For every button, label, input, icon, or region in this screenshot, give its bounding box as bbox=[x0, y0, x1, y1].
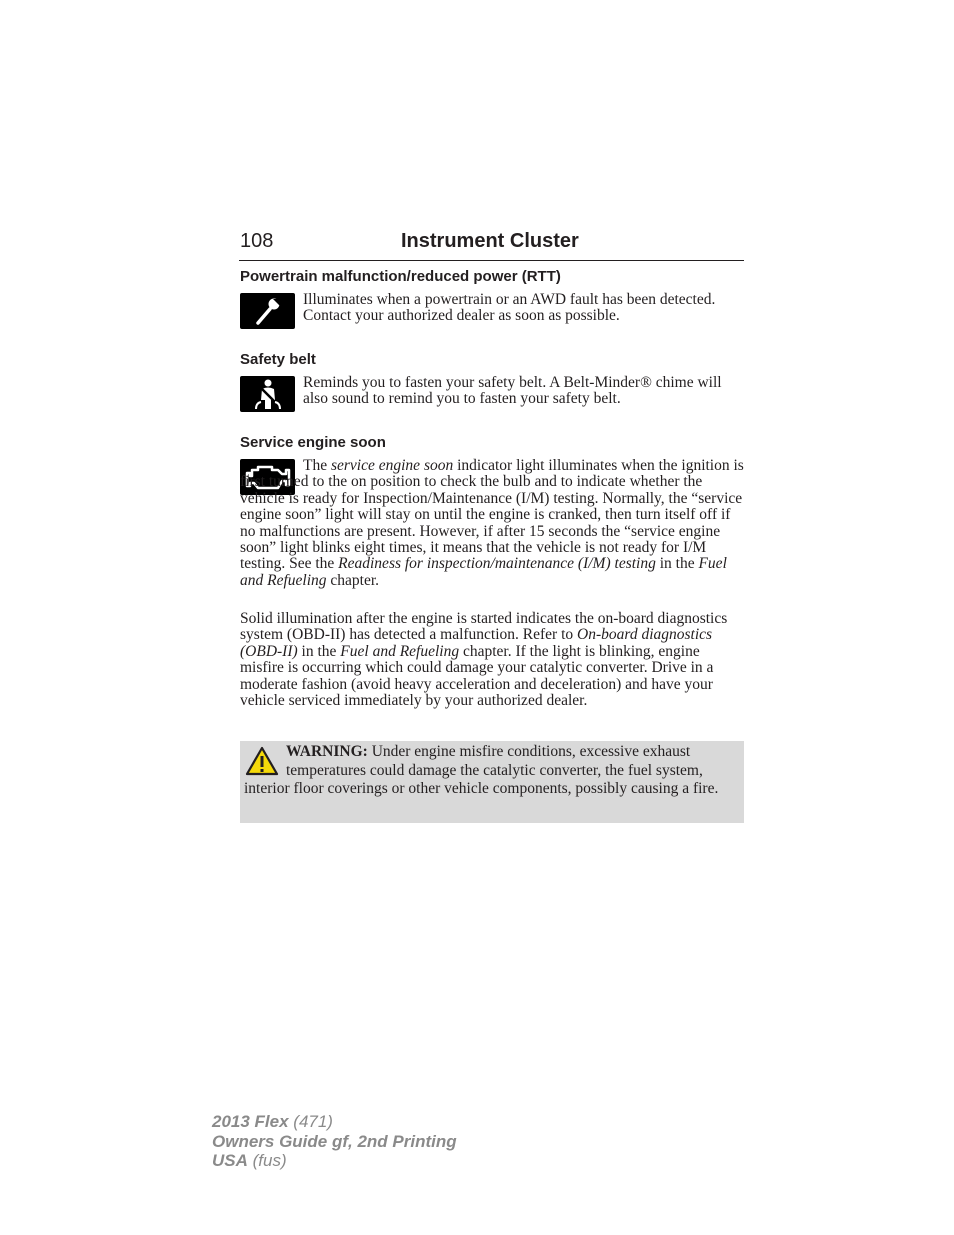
footer-line-3: USA (fus) bbox=[212, 1151, 287, 1170]
safety-belt-heading: Safety belt bbox=[240, 351, 316, 368]
footer-line-1: 2013 Flex (471) bbox=[212, 1112, 333, 1131]
service-engine-paragraph-1: The service engine soon indicator light illuminates when the ignition is first turned to the on position to check the bulb and to indicate whether the vehicle is ready for Inspection/Maintenance (I/M) testing. Normally, the “service engine soon” light will stay on until the engine is cranked, then turn itself off if no malfunctions are present. However, if after 15 seconds the “service engine soon” light blinks eight times, it means that the vehicle is not ready for I/M testing. See the Readiness for inspection/maintenance (I/M) testing in the Fuel and Refueling chapter. bbox=[240, 457, 744, 589]
footer bbox=[212, 1112, 457, 1171]
powertrain-text: Illuminates when a powertrain or an AWD fault has been detected. Contact your authorized dealer as soon as possible. bbox=[303, 291, 716, 325]
warning-text: WARNING: Under engine misfire conditions, excessive exhaust temperatures could damage the catalytic converter, the fuel system, interior floor coverings or other vehicle components, possibly causing a fire. bbox=[244, 743, 719, 798]
warning-label: WARNING: bbox=[286, 743, 368, 760]
chapter-title: Instrument Cluster bbox=[401, 230, 579, 252]
wrench-icon bbox=[240, 293, 295, 329]
powertrain-heading: Powertrain malfunction/reduced power (RTT) bbox=[240, 268, 561, 285]
safety-belt-text: Reminds you to fasten your safety belt. A Belt-Minder® chime will also sound to remind you to fasten your safety belt. bbox=[303, 374, 722, 408]
page-header bbox=[239, 230, 744, 261]
warning-box bbox=[240, 741, 744, 823]
service-engine-heading: Service engine soon bbox=[240, 434, 386, 451]
page-number: 108 bbox=[240, 230, 274, 252]
seatbelt-icon bbox=[240, 376, 295, 412]
service-engine-paragraph-2: Solid illumination after the engine is started indicates the on-board diagnostics system (OBD-II) has detected a malfunction. Refer to On-board diagnostics (OBD-II) in the Fuel and Refueling chapter. If the light is blinking, engine misfire is occurring which could damage your catalytic converter. Drive in a moderate fashion (avoid heavy acceleration and deceleration) and have your vehicle serviced immediately by your authorized dealer. bbox=[240, 610, 728, 710]
footer-line-2: Owners Guide gf, 2nd Printing bbox=[212, 1131, 457, 1151]
